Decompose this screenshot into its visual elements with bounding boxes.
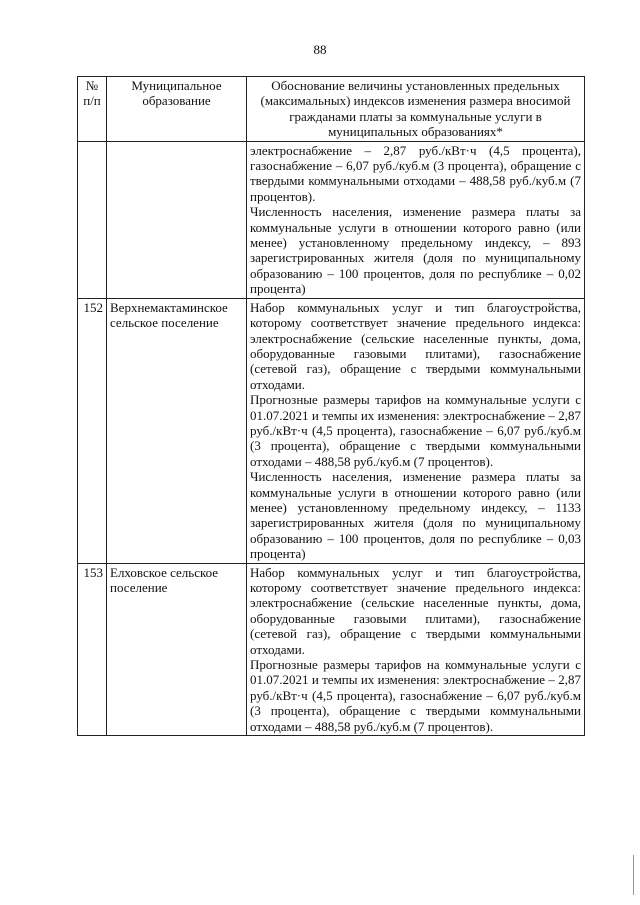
table-row: [78, 141, 585, 298]
row-num: 153: [78, 563, 107, 735]
header-num: № п/п: [78, 77, 107, 142]
justification-paragraph: Численность населения, изменение размера платы за коммунальные услуги в отношении которого равно (или менее) установленному предельному индексу, – 1133 зарегистрированных жителя (доля по муниципальному образованию – 100 процентов, доля по республике – 0,03 процента): [250, 469, 581, 562]
scan-edge-mark: [633, 855, 634, 895]
row-municipality: Елховское сельское поселение: [107, 563, 247, 735]
justification-paragraph: Прогнозные размеры тарифов на коммунальные услуги с 01.07.2021 и темпы их изменения: электроснабжение – 2,87 руб./кВт·ч (4,5 процента), газоснабжение – 6,07 руб./куб.м (3 процента), обращение с твердыми коммунальными отходами – 488,58 руб./куб.м (7 процентов).: [250, 657, 581, 734]
header-justification: Обоснование величины установленных предельных (максимальных) индексов изменения размера вносимой гражданами платы за коммунальные услуги в муниципальных образованиях*: [247, 77, 585, 142]
tariff-index-table: [77, 76, 585, 736]
table-header-row: [78, 77, 585, 142]
row-num: [78, 141, 107, 298]
page-number: 88: [313, 42, 327, 57]
row-num: 152: [78, 298, 107, 563]
header-municipality: Муниципальное образование: [107, 77, 247, 142]
row-municipality: [107, 141, 247, 298]
justification-paragraph: Прогнозные размеры тарифов на коммунальные услуги с 01.07.2021 и темпы их изменения: электроснабжение – 2,87 руб./кВт·ч (4,5 процента), газоснабжение – 6,07 руб./куб.м (3 процента), обращение с твердыми коммунальными отходами – 488,58 руб./куб.м (7 процентов).: [250, 392, 581, 469]
row-municipality: Верхнемактаминское сельское поселение: [107, 298, 247, 563]
row-justification: [247, 298, 585, 563]
justification-paragraph: Набор коммунальных услуг и тип благоустройства, которому соответствует значение предельного индекса: электроснабжение (сельские населенные пункты, дома, оборудованные газовыми плитами), газоснабжение (сетевой газ), обращение с твердыми коммунальными отходами.: [250, 299, 581, 392]
table-row: [78, 298, 585, 563]
justification-paragraph: электроснабжение – 2,87 руб./кВт·ч (4,5 процента), газоснабжение – 6,07 руб./куб.м (3 процента), обращение с твердыми коммунальными отходами – 488,58 руб./куб.м (7 процентов).: [250, 142, 581, 204]
justification-paragraph: Набор коммунальных услуг и тип благоустройства, которому соответствует значение предельного индекса: электроснабжение (сельские населенные пункты, дома, оборудованные газовыми плитами), газоснабжение (сетевой газ), обращение с твердыми коммунальными отходами.: [250, 564, 581, 657]
justification-paragraph: Численность населения, изменение размера платы за коммунальные услуги в отношении которого равно (или менее) установленному предельному индексу, – 893 зарегистрированных жителя (доля по муниципальному образованию – 100 процентов, доля по республике – 0,02 процента): [250, 204, 581, 297]
table-row: [78, 563, 585, 735]
row-justification: [247, 141, 585, 298]
row-justification: [247, 563, 585, 735]
